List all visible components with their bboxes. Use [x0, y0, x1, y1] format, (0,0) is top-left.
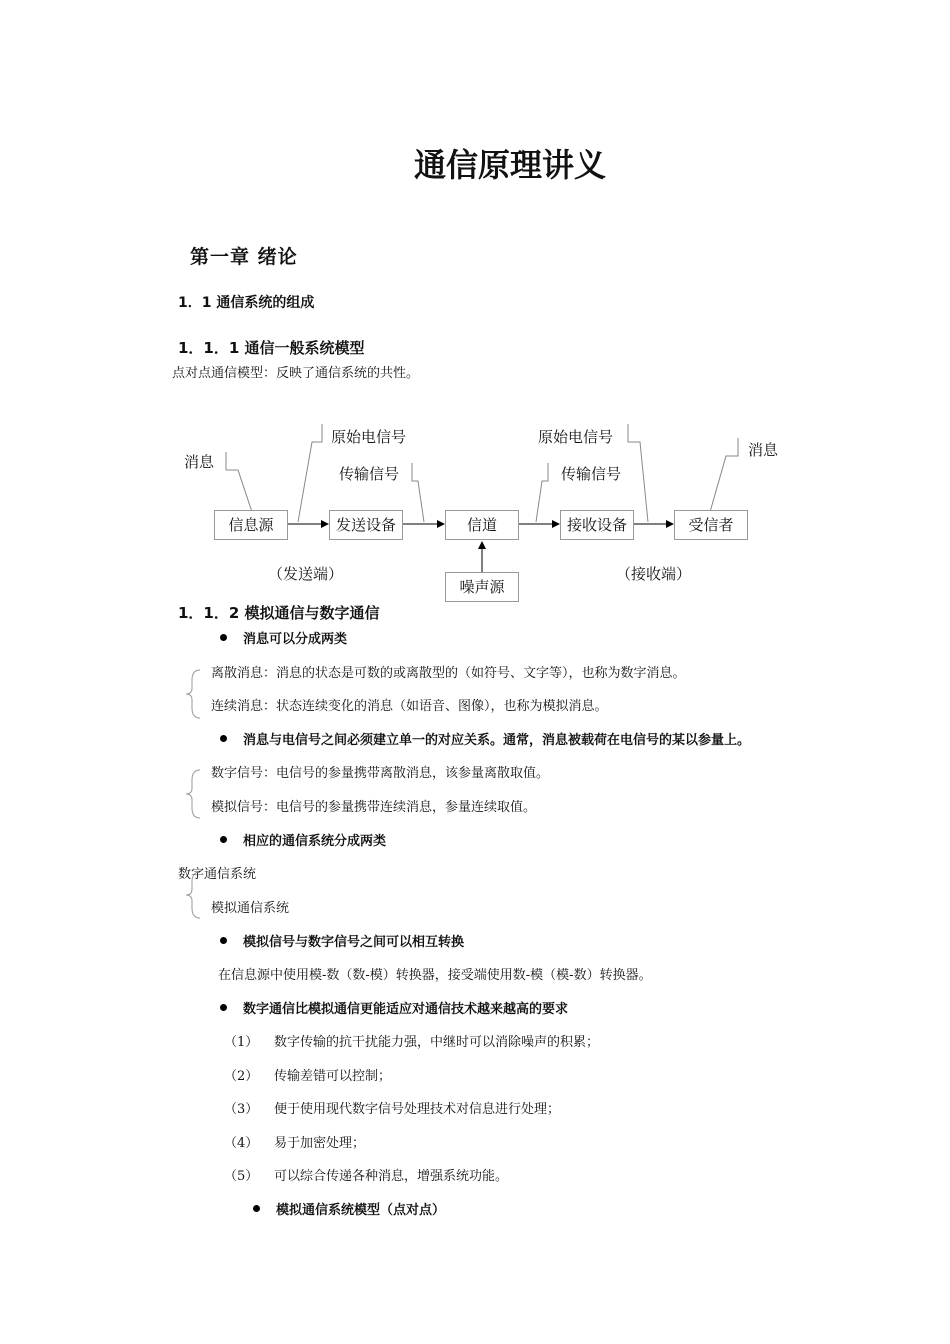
bullet-text: 数字通信比模拟通信更能适应对通信技术越来越高的要求 [243, 1002, 569, 1017]
chapter-heading: 第一章 绪论 [190, 246, 298, 268]
brace-icon [184, 668, 204, 720]
callout-trans-left [412, 463, 424, 522]
bullet-digital-advantages [220, 998, 568, 1017]
label-recv-end: （接收端） [616, 565, 692, 583]
bullet-text: 模拟信号与数字信号之间可以相互转换 [243, 935, 465, 950]
advantage-item: （5） 可以综合传递各种消息，增强系统功能。 [224, 1169, 509, 1184]
label-orig-signal-right: 原始电信号 [538, 428, 614, 446]
continuous-message-def: 连续消息：状态连续变化的消息（如语音、图像），也称为模拟消息。 [211, 699, 608, 714]
box-information-source: 信息源 [214, 510, 288, 540]
bullet-text: 消息与电信号之间必须建立单一的对应关系。通常，消息被载荷在电信号的某以参量上。 [243, 733, 751, 748]
advantage-item: （4） 易于加密处理； [224, 1136, 366, 1151]
analog-signal-def: 模拟信号：电信号的参量携带连续消息，参量连续取值。 [211, 800, 537, 815]
label-message-left: 消息 [184, 453, 215, 471]
bullet-dot-icon [220, 836, 227, 843]
bullet-system-types [220, 830, 386, 849]
section-heading-1-1-2: 1．1．2 模拟通信与数字通信 [178, 604, 380, 622]
section-heading-1-1: 1．1 通信系统的组成 [178, 295, 315, 311]
box-transmitter: 发送设备 [329, 510, 403, 540]
digital-comm-system: 数字通信系统 [178, 867, 257, 882]
section-heading-1-1-1: 1．1．1 通信一般系统模型 [178, 339, 365, 357]
discrete-message-def: 离散消息：消息的状态是可数的或离散型的（如符号、文字等），也称为数字消息。 [211, 666, 686, 681]
box-receiver: 接收设备 [560, 510, 634, 540]
bullet-message-signal-mapping [220, 729, 750, 748]
bullet-message-types [220, 628, 347, 647]
advantage-item: （1） 数字传输的抗干扰能力强，中继时可以消除噪声的积累； [224, 1035, 600, 1050]
label-trans-signal-left: 传输信号 [339, 465, 400, 483]
document-title: 通信原理讲义 [413, 146, 606, 184]
brace-icon [184, 768, 204, 820]
analog-comm-system: 模拟通信系统 [211, 901, 290, 916]
bullet-analog-model [253, 1199, 445, 1218]
box-channel: 信道 [445, 510, 519, 540]
advantage-item: （2） 传输差错可以控制； [224, 1069, 392, 1084]
digital-signal-def: 数字信号：电信号的参量携带离散消息，该参量离散取值。 [211, 766, 550, 781]
label-orig-signal-left: 原始电信号 [331, 428, 407, 446]
bullet-text: 消息可以分成两类 [243, 632, 348, 647]
conversion-text: 在信息源中使用模-数（数-模）转换器，接受端使用数-模（模-数）转换器。 [218, 968, 652, 983]
advantage-item: （3） 便于使用现代数字信号处理技术对信息进行处理； [224, 1102, 561, 1117]
bullet-dot-icon [220, 735, 227, 742]
bullet-text: 相应的通信系统分成两类 [243, 834, 387, 849]
callout-orig-left [298, 424, 322, 522]
intro-text: 点对点通信模型：反映了通信系统的共性。 [172, 366, 420, 381]
callout-message-left [226, 452, 252, 512]
callout-message-right [710, 438, 738, 512]
label-send-end: （发送端） [268, 565, 344, 583]
label-message-right: 消息 [748, 441, 779, 459]
bullet-dot-icon [220, 634, 227, 641]
bullet-conversion [220, 931, 464, 950]
bullet-dot-icon [220, 937, 227, 944]
box-sink: 受信者 [674, 510, 748, 540]
label-trans-signal-right: 传输信号 [561, 465, 622, 483]
bullet-dot-icon [220, 1004, 227, 1011]
callout-orig-right [628, 424, 648, 522]
callout-trans-right [536, 463, 548, 522]
box-noise-source: 噪声源 [445, 572, 519, 602]
bullet-text: 模拟通信系统模型（点对点） [276, 1203, 446, 1218]
bullet-dot-icon [253, 1205, 260, 1212]
